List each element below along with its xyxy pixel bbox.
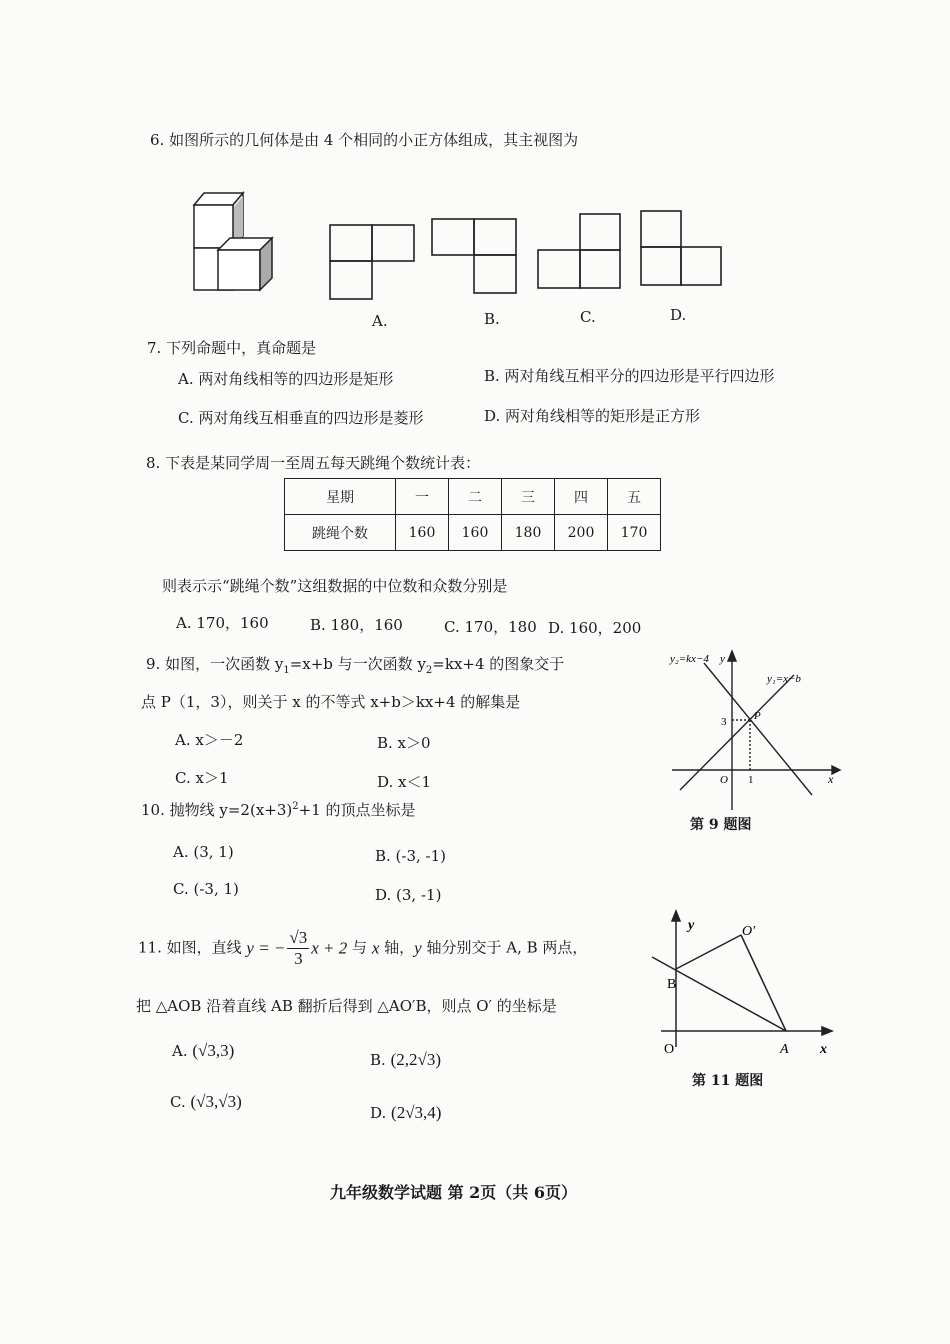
label-p: P	[754, 710, 761, 722]
q11-option-b-value: (2,2√3)	[390, 1050, 441, 1069]
q8-option-a: A. 170，160	[176, 614, 269, 632]
q9-stem-line1	[146, 655, 564, 677]
label-o-prime: O′	[742, 924, 756, 939]
q8-option-c: C. 170，180	[444, 618, 537, 636]
label-3: 3	[721, 716, 727, 728]
q11-option-b-label: B.	[370, 1051, 386, 1069]
label-y: y	[688, 918, 695, 933]
q9-option-d: D. x＜1	[377, 773, 432, 791]
q9-option-b: B. x＞0	[377, 734, 431, 752]
q11-option-c-label: C.	[170, 1093, 186, 1111]
option-c-figure	[538, 214, 620, 288]
table-cell: 二	[449, 479, 502, 515]
page-footer: 九年级数学试题 第 2页（共 6页）	[330, 1183, 577, 1202]
x-axis-arrow	[822, 1027, 832, 1035]
q8-stem: 8. 下表是某同学周一至周五每天跳绳个数统计表：	[146, 454, 481, 472]
q9-stem-part-a: 9. 如图，一次函数 y	[146, 655, 284, 673]
q6-option-b-label: B.	[484, 310, 500, 328]
line-ab	[652, 957, 786, 1031]
q11-eq-right: x + 2	[311, 938, 348, 958]
table-cell: 170	[608, 515, 661, 551]
q6-stem: 6. 如图所示的几何体是由 4 个相同的小正方体组成，其主视图为	[150, 131, 579, 149]
label-o: O	[664, 1042, 675, 1057]
table-cell: 三	[502, 479, 555, 515]
jump-rope-table	[284, 478, 661, 551]
q10-stem-a: 10. 抛物线 y=2(x+3)	[141, 801, 293, 819]
q11-option-a	[172, 1041, 234, 1061]
q7-option-c: C. 两对角线互相垂直的四边形是菱形	[178, 409, 424, 427]
table-cell: 160	[396, 515, 449, 551]
solid-figure	[194, 193, 272, 290]
table-cell: 星期	[285, 479, 396, 515]
q6-option-c-label: C.	[580, 308, 596, 326]
q6-option-d-label: D.	[670, 306, 687, 324]
q11-eq-left: y = −	[246, 938, 286, 958]
q10-stem-b: +1 的顶点坐标是	[298, 801, 416, 819]
q11-option-b	[370, 1050, 441, 1070]
q10-stem	[141, 801, 416, 819]
q11-option-d-label: D.	[370, 1104, 387, 1122]
q11-option-a-value: (√3,3)	[192, 1041, 235, 1060]
q11-frac-num: √3	[289, 928, 308, 947]
q10-option-c: C. (-3, 1)	[173, 880, 239, 898]
option-a-figure	[330, 225, 414, 299]
q9-option-c: C. x＞1	[175, 769, 229, 787]
q11-graph	[646, 907, 846, 1067]
q9-stem-part-c: =kx+4 的图象交于	[432, 655, 565, 673]
q11-option-d	[370, 1103, 441, 1123]
q9-graph	[652, 645, 842, 820]
q6-option-a-label: A.	[372, 312, 388, 330]
table-row	[285, 515, 661, 551]
table-cell: 180	[502, 515, 555, 551]
q10-option-b: B. (-3, -1)	[375, 847, 447, 865]
segment-b-oprime	[676, 935, 741, 969]
q11-stem-a: 11. 如图，直线	[138, 938, 247, 957]
table-cell: 一	[396, 479, 449, 515]
q10-option-a: A. (3, 1)	[173, 843, 234, 861]
q8-option-d: D. 160，200	[548, 619, 642, 637]
q11-x-var: x	[371, 938, 380, 958]
q11-option-d-value: (2√3,4)	[391, 1103, 442, 1122]
table-cell: 跳绳个数	[285, 515, 396, 551]
q11-y-var: y	[414, 938, 422, 958]
option-d-figure	[641, 211, 721, 285]
q11-option-a-label: A.	[172, 1042, 188, 1060]
q8-question: 则表示示“跳绳个数”这组数据的中位数和众数分别是	[162, 577, 508, 595]
q9-figure-caption: 第 9 题图	[690, 817, 752, 833]
label-x: x	[828, 772, 834, 786]
q11-frac-den: 3	[294, 948, 303, 968]
q10-sup: 2	[292, 801, 299, 812]
label-y-axis: y	[720, 653, 725, 665]
q8-option-b: B. 180，160	[310, 616, 403, 634]
label-b: B	[667, 977, 677, 992]
q9-stem-part-b: =x+b 与一次函数 y	[289, 655, 426, 673]
label-y2: y₂=kx−4	[670, 653, 709, 665]
table-cell: 五	[608, 479, 661, 515]
label-a: A	[780, 1042, 789, 1057]
q9-stem-line2: 点 P（1，3），则关于 x 的不等式 x+b＞kx+4 的解集是	[141, 693, 521, 711]
q11-stem-line1	[138, 928, 587, 968]
table-cell: 四	[555, 479, 608, 515]
q11-option-c-value: (√3,√3)	[190, 1092, 242, 1111]
q11-stem-c: 轴，	[379, 938, 415, 957]
table-row	[285, 479, 661, 515]
q7-option-b: B. 两对角线互相平分的四边形是平行四边形	[484, 367, 775, 385]
q7-option-a: A. 两对角线相等的四边形是矩形	[178, 370, 394, 388]
segment-oprime-a	[741, 935, 786, 1031]
q9-option-a: A. x＞－2	[175, 731, 244, 749]
option-b-figure	[432, 219, 516, 293]
y-axis-arrow	[672, 911, 680, 921]
q11-stem-line2: 把 △AOB 沿着直线 AB 翻折后得到 △AO′B，则点 O′ 的坐标是	[136, 997, 557, 1015]
table-cell: 160	[449, 515, 502, 551]
q11-figure-caption: 第 11 题图	[692, 1073, 764, 1089]
y-axis-arrow	[728, 651, 736, 661]
label-o: O	[720, 774, 728, 786]
q11-stem-d: 轴分别交于 A, B 两点，	[421, 938, 588, 957]
line-y1	[680, 675, 794, 790]
q9-sub1: 1	[283, 665, 290, 676]
label-y1: y₁=x−b	[767, 673, 801, 685]
label-1: 1	[748, 774, 754, 786]
label-x: x	[820, 1042, 827, 1057]
q11-option-c	[170, 1092, 242, 1112]
q11-stem-b: 与	[347, 938, 372, 957]
q9-sub2: 2	[425, 665, 433, 676]
q7-stem: 7. 下列命题中，真命题是	[147, 339, 317, 357]
q11-fraction	[287, 928, 309, 968]
q10-option-d: D. (3, -1)	[375, 886, 442, 904]
table-cell: 200	[555, 515, 608, 551]
q7-option-d: D. 两对角线相等的矩形是正方形	[484, 407, 701, 425]
